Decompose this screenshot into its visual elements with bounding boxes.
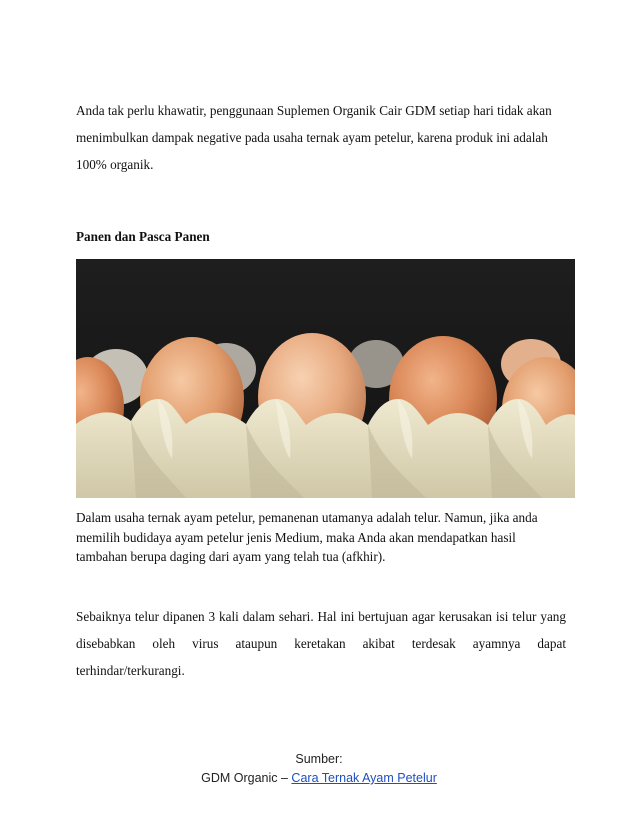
footer-credit-prefix: GDM Organic – [201,771,292,785]
intro-paragraph: Anda tak perlu khawatir, penggunaan Suplemen Organik Cair GDM setiap hari tidak akan menimbulkan dampak negative pada usaha ternak ayam petelur, karena produk ini adalah 100% organik. [76,103,552,172]
source-link[interactable]: Cara Ternak Ayam Petelur [291,771,437,785]
eggs-photo [76,259,575,498]
footer-credit [0,771,638,785]
harvest-paragraph: Dalam usaha ternak ayam petelur, pemanenan utamanya adalah telur. Namun, jika anda memilih budidaya ayam petelur jenis Medium, maka Anda akan mendapatkan hasil tambahan berupa daging dari ayam yang telah tua (afkhir). [76,510,538,564]
schedule-paragraph: Sebaiknya telur dipanen 3 kali dalam sehari. Hal ini bertujuan agar kerusakan isi telur yang disebabkan oleh virus ataupun keretakan akibat terdesak ayamnya dapat terhindar/terkurangi. [76,609,566,678]
section-heading: Panen dan Pasca Panen [76,229,210,244]
footer-source-label: Sumber: [295,752,343,766]
